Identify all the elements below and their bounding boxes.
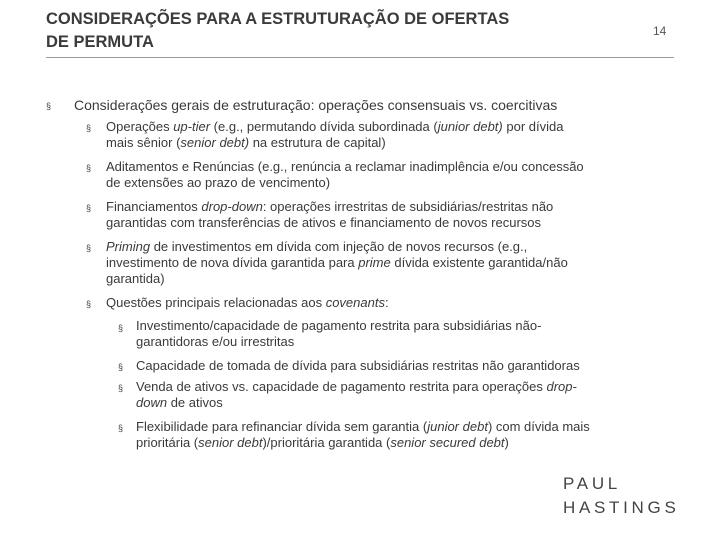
text-line: Aditamentos e Renúncias (e.g., renúncia a reclamar inadimplência e/ou concessão bbox=[106, 159, 584, 174]
bullet-marker: § bbox=[118, 383, 124, 393]
text-run: de investimentos em dívida com injeção de novos recursos (e.g., bbox=[150, 239, 528, 254]
text-line: de extensões ao prazo de vencimento) bbox=[106, 175, 331, 190]
text-run: (e.g., permutando dívida subordinada ( bbox=[210, 119, 438, 134]
sub-item-investimento bbox=[136, 318, 541, 350]
text-run: senior secured debt bbox=[390, 435, 505, 450]
title-divider bbox=[46, 57, 674, 58]
bullet-marker: § bbox=[118, 323, 124, 333]
text-line: garantidas com transferências de ativos e financiamento de novos recursos bbox=[106, 215, 542, 230]
bullet-marker: § bbox=[86, 299, 92, 309]
text-run: senior debt bbox=[198, 435, 263, 450]
text-run: junior debt bbox=[427, 419, 488, 434]
text-line: garantidoras e/ou irrestritas bbox=[136, 334, 295, 349]
text-run: ) bbox=[504, 435, 509, 450]
sub-item-flexibilidade bbox=[136, 419, 590, 451]
bullet-marker: § bbox=[118, 423, 124, 433]
text-run: : operações irrestritas de subsidiárias/restritas não bbox=[262, 199, 554, 214]
bullet-marker: § bbox=[46, 101, 52, 111]
text-run: de ativos bbox=[167, 395, 223, 410]
page-number: 14 bbox=[653, 24, 667, 38]
text-run: junior debt) bbox=[437, 119, 503, 134]
sub-item-capacidade bbox=[136, 358, 580, 374]
text-run: )/prioritária garantida ( bbox=[262, 435, 391, 450]
bullet-marker: § bbox=[86, 123, 92, 133]
text-run: Flexibilidade para refinanciar dívida sem garantia ( bbox=[136, 419, 428, 434]
text-run: Questões principais relacionadas aos bbox=[106, 295, 326, 310]
text-run: drop- bbox=[546, 379, 577, 394]
text-run: : bbox=[384, 295, 389, 310]
text-run: na estrutura de capital) bbox=[249, 135, 386, 150]
text-run: ) com dívida mais bbox=[487, 419, 590, 434]
text-run: down bbox=[136, 395, 168, 410]
bullet-marker: § bbox=[86, 163, 92, 173]
text-run: up-tier bbox=[173, 119, 211, 134]
bullet-marker: § bbox=[86, 203, 92, 213]
logo-line1: PAUL bbox=[563, 474, 621, 493]
level1-text: Considerações gerais de estruturação: operações consensuais vs. coercitivas bbox=[74, 97, 558, 113]
text-run: por dívida bbox=[502, 119, 564, 134]
text-run: Venda de ativos vs. capacidade de pagamento restrita para operações bbox=[136, 379, 547, 394]
text-line: garantida) bbox=[106, 271, 165, 286]
text-line: Capacidade de tomada de dívida para subsidiárias restritas não garantidoras bbox=[136, 358, 580, 373]
text-run: mais sênior ( bbox=[106, 135, 181, 150]
text-run: prime bbox=[358, 255, 391, 270]
slide-title-line1: CONSIDERAÇÕES PARA A ESTRUTURAÇÃO DE OFERTAS bbox=[46, 10, 510, 28]
text-run: drop-down bbox=[201, 199, 263, 214]
list-item-covenants bbox=[106, 295, 389, 311]
list-item-dropdown bbox=[106, 199, 553, 231]
paul-hastings-logo bbox=[563, 474, 703, 522]
slide-title-line2: DE PERMUTA bbox=[46, 33, 154, 51]
text-line: Investimento/capacidade de pagamento restrita para subsidiárias não- bbox=[136, 318, 542, 333]
text-run: Financiamentos bbox=[106, 199, 202, 214]
slide-title bbox=[46, 8, 636, 54]
text-run: prioritária ( bbox=[136, 435, 199, 450]
list-item-upTier bbox=[106, 119, 563, 151]
text-run: investimento de nova dívida garantida para bbox=[106, 255, 359, 270]
bullet-marker: § bbox=[86, 243, 92, 253]
bullet-marker: § bbox=[118, 362, 124, 372]
text-run: covenants bbox=[325, 295, 385, 310]
list-item-priming bbox=[106, 239, 568, 287]
text-run: dívida existente garantida/não bbox=[390, 255, 568, 270]
list-item-aditamentos bbox=[106, 159, 584, 191]
text-run: Operações bbox=[106, 119, 174, 134]
logo-line2: HASTINGS bbox=[563, 498, 680, 517]
sub-item-venda bbox=[136, 379, 577, 411]
text-run: Priming bbox=[106, 239, 151, 254]
text-run: senior debt) bbox=[180, 135, 250, 150]
